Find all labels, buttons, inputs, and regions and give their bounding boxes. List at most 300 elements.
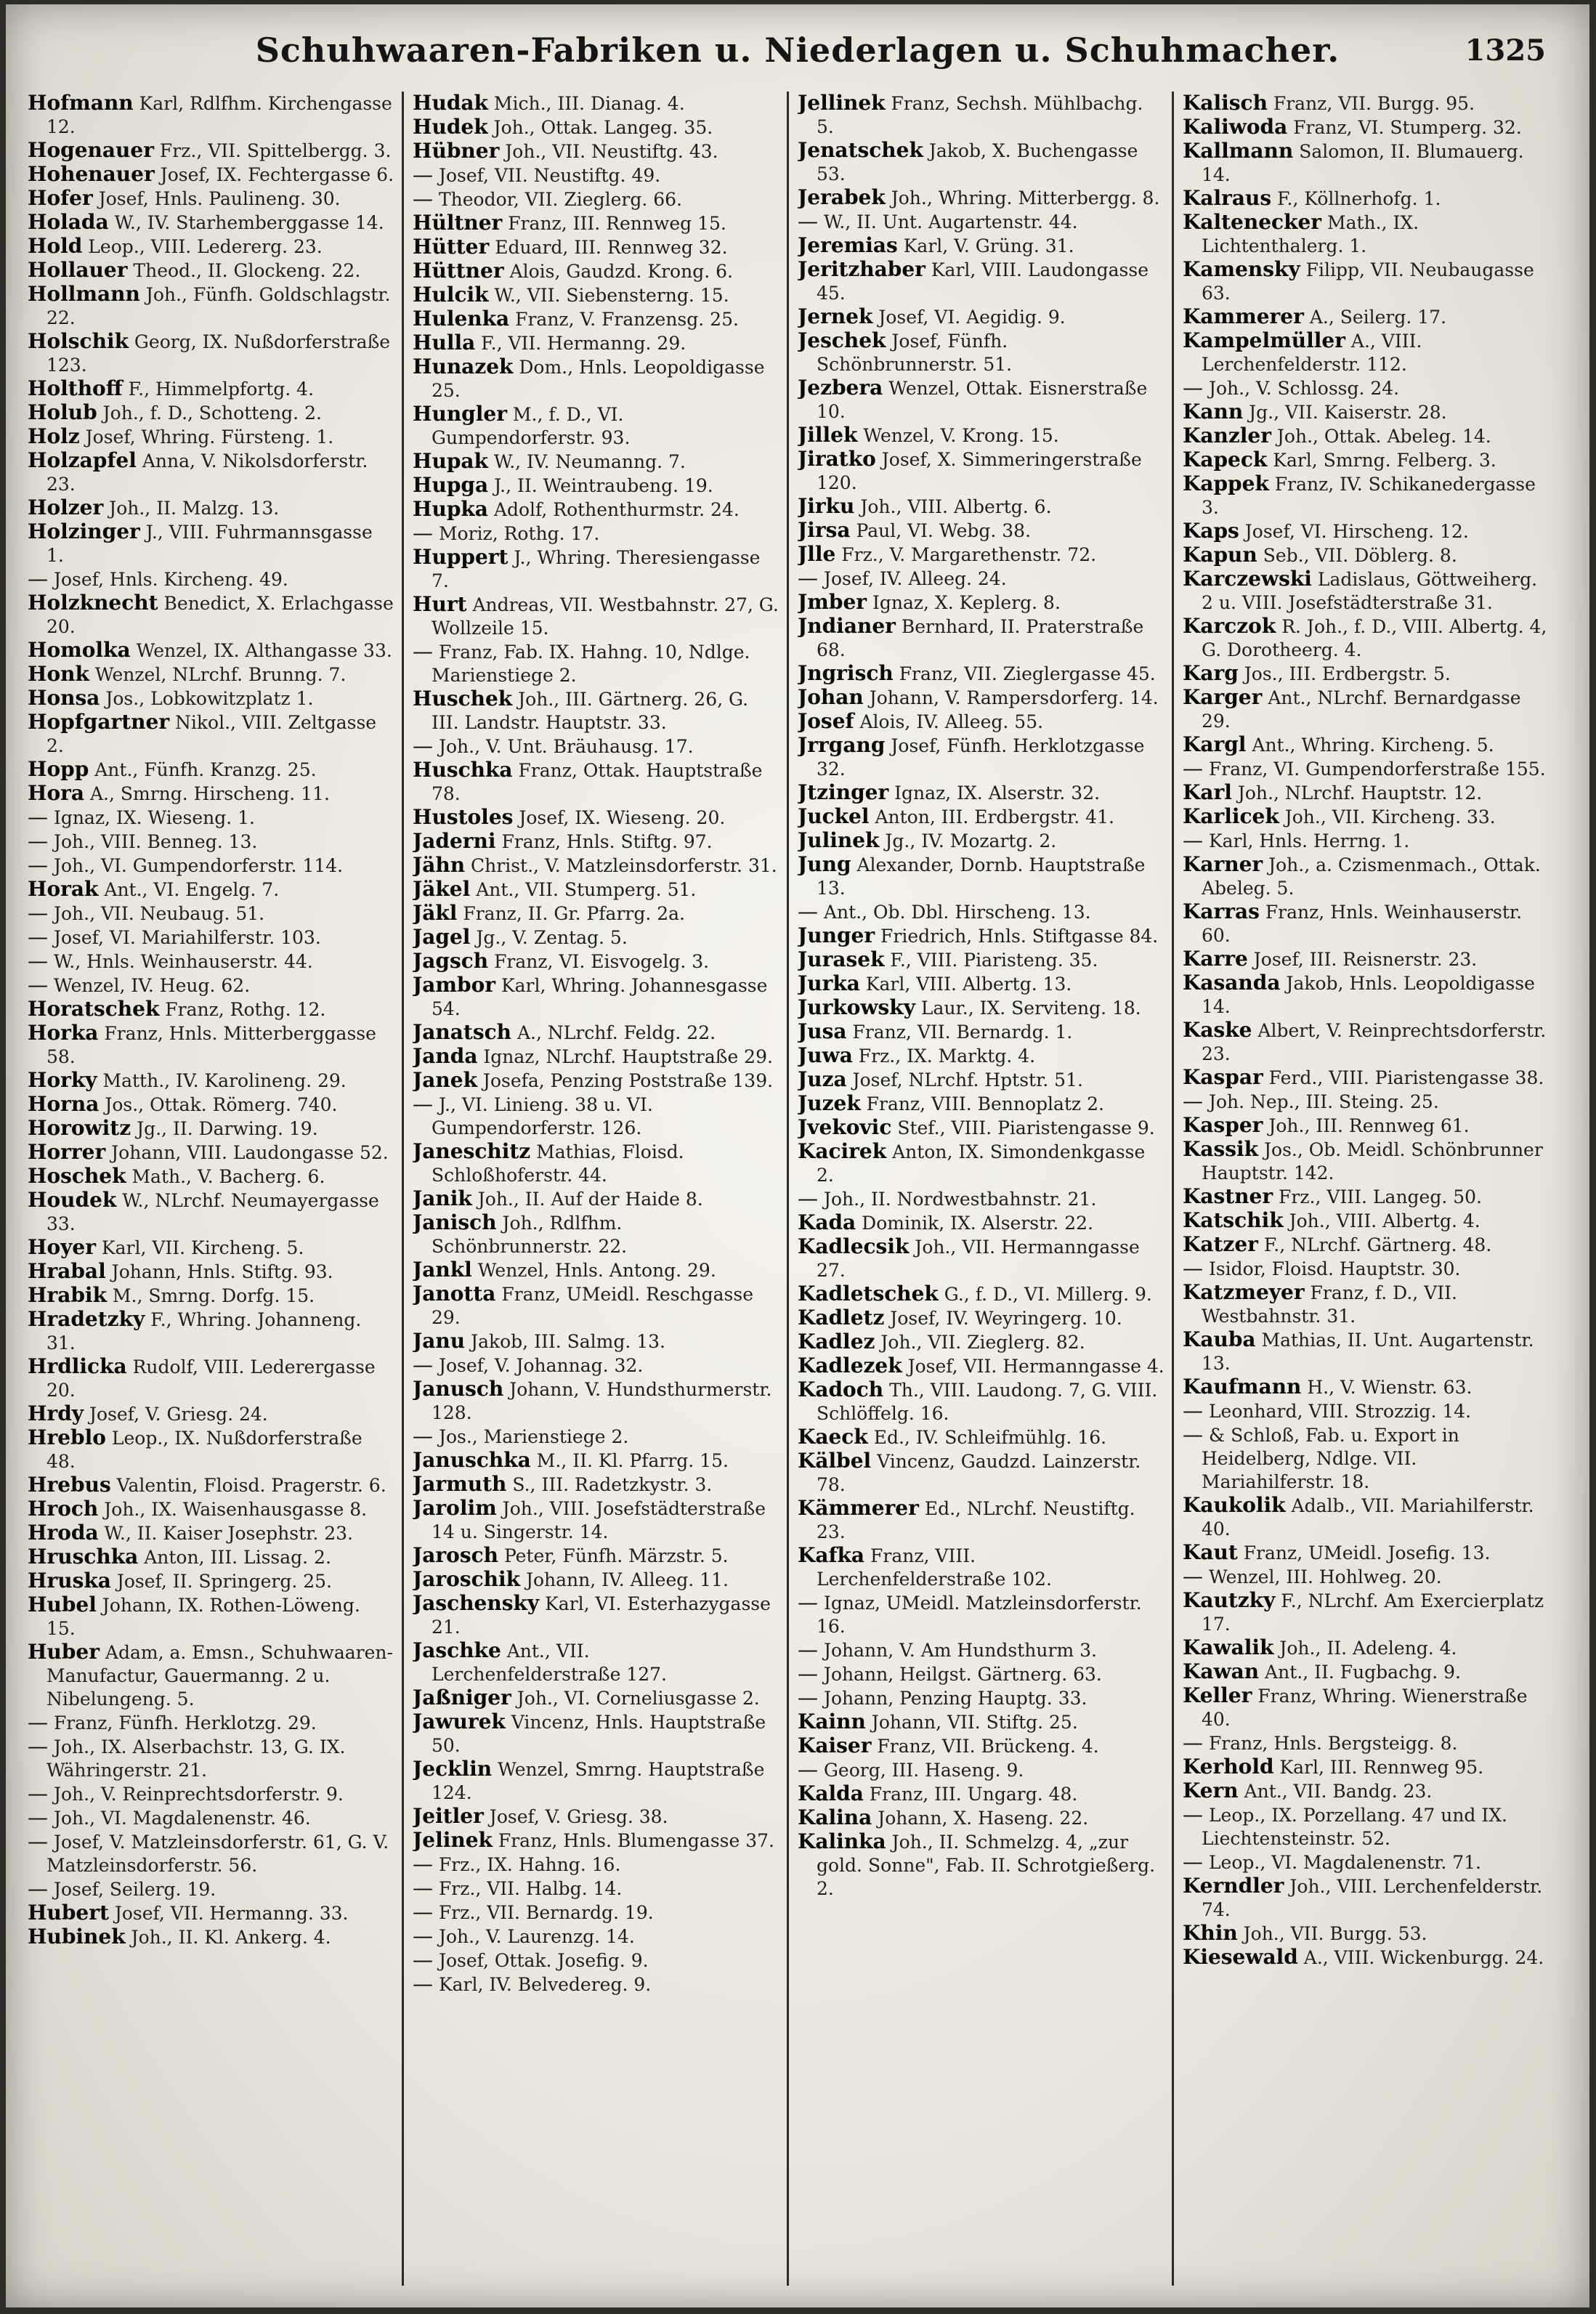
entry-details: Josef, V. Matzleinsdorferstr. 61, G. V. Matzleinsdorferstr. 56. bbox=[46, 1832, 389, 1876]
entry-surname: Horatschek bbox=[28, 997, 160, 1021]
entry-details: Eduard, III. Rennweg 32. bbox=[489, 237, 728, 258]
directory-entry bbox=[413, 1497, 779, 1544]
directory-entry bbox=[798, 1092, 1164, 1116]
directory-entry bbox=[28, 1806, 394, 1830]
entry-details: W., IV. Starhemberggasse 14. bbox=[108, 212, 384, 233]
directory-entry bbox=[413, 139, 779, 163]
entry-surname: Huschek bbox=[413, 687, 513, 711]
directory-entry bbox=[413, 1686, 779, 1710]
entry-details: Karl, VIII. Albertg. 13. bbox=[859, 974, 1072, 995]
entry-details: W., II. Unt. Augartenstr. 44. bbox=[818, 211, 1078, 232]
entry-surname: Kaut bbox=[1183, 1540, 1238, 1564]
directory-entry bbox=[1183, 1233, 1550, 1257]
entry-details: Joh., Rdlfhm. Schönbrunnerstr. 22. bbox=[432, 1213, 628, 1257]
entry-details: Georg, IX. Nußdorferstraße 123. bbox=[46, 331, 391, 376]
directory-entry bbox=[798, 543, 1164, 567]
entry-surname: Hofer bbox=[28, 186, 93, 210]
entry-details: A., Smrng. Hirscheng. 11. bbox=[84, 783, 330, 804]
entry-surname: Hollauer bbox=[28, 258, 128, 282]
entry-surname: Jndianer bbox=[798, 614, 896, 638]
entry-details: Ant., VII. Lerchenfelderstraße 127. bbox=[432, 1641, 667, 1685]
entry-surname: Karczewski bbox=[1183, 567, 1312, 591]
entry-surname: Karczok bbox=[1183, 614, 1276, 638]
directory-entry bbox=[798, 972, 1164, 996]
directory-entry bbox=[1183, 329, 1550, 376]
directory-entry bbox=[798, 1282, 1164, 1306]
directory-entry bbox=[1183, 947, 1550, 971]
entry-surname: Kaps bbox=[1183, 519, 1239, 543]
entry-details: Josef, Hnls. Paulineng. 30. bbox=[92, 188, 341, 209]
entry-details: Dominik, IX. Alserstr. 22. bbox=[856, 1213, 1094, 1234]
entry-surname: — bbox=[798, 1590, 818, 1614]
directory-entry bbox=[798, 258, 1164, 305]
entry-details: Joh., VII. Zieglerg. 82. bbox=[875, 1332, 1085, 1353]
directory-entry bbox=[798, 1638, 1164, 1662]
directory-entry bbox=[1183, 1399, 1550, 1423]
entry-surname: — bbox=[413, 734, 433, 758]
directory-page bbox=[6, 4, 1589, 2307]
directory-entry bbox=[1183, 472, 1550, 519]
directory-entry bbox=[413, 593, 779, 640]
directory-entry bbox=[798, 1378, 1164, 1425]
entry-details: Ignaz, IX. Alserstr. 32. bbox=[888, 782, 1101, 804]
directory-entry bbox=[798, 305, 1164, 329]
entry-surname: Jäkel bbox=[413, 877, 471, 901]
entry-surname: Hold bbox=[28, 234, 83, 258]
entry-surname: Karg bbox=[1183, 661, 1239, 685]
directory-entry bbox=[28, 1735, 394, 1782]
entry-surname: Hubinek bbox=[28, 1925, 126, 1949]
entry-details: Franz, Fünfh. Herklotzg. 29. bbox=[48, 1712, 317, 1734]
entry-details: Joh., VIII. Lerchenfelderstr. 74. bbox=[1202, 1876, 1543, 1920]
entry-details: Joh., V. Unt. Bräuhausg. 17. bbox=[433, 736, 694, 757]
directory-entry bbox=[413, 1282, 779, 1330]
entry-surname: — bbox=[413, 1900, 433, 1924]
entry-surname: Kadlecsik bbox=[798, 1234, 910, 1258]
entry-details: Leop., VIII. Ledererg. 23. bbox=[82, 236, 323, 257]
entry-details: Leop., IX. Nußdorferstraße 48. bbox=[46, 1428, 362, 1472]
directory-entry bbox=[28, 1308, 394, 1355]
entry-details: Frz., VII. Spittelbergg. 3. bbox=[153, 140, 392, 161]
entry-surname: Hradetzky bbox=[28, 1307, 145, 1331]
entry-details: Johann, V. Am Hundsthurm 3. bbox=[818, 1640, 1097, 1661]
directory-entry bbox=[413, 1805, 779, 1829]
entry-details: J., VIII. Fuhrmannsgasse 1. bbox=[46, 522, 373, 566]
entry-surname: Kanzler bbox=[1183, 424, 1271, 448]
entry-details: Karl, Smrng. Felberg. 3. bbox=[1267, 450, 1496, 471]
entry-details: Frz., IX. Marktg. 4. bbox=[852, 1045, 1036, 1067]
directory-entry bbox=[1183, 92, 1550, 116]
directory-entry bbox=[1183, 781, 1550, 805]
directory-entry bbox=[413, 1449, 779, 1473]
directory-entry bbox=[28, 687, 394, 711]
directory-entry bbox=[798, 996, 1164, 1020]
entry-details: Josef, V. Johannag. 32. bbox=[433, 1355, 644, 1376]
entry-surname: Hupak bbox=[413, 449, 488, 473]
entry-surname: — bbox=[28, 949, 48, 973]
entry-surname: Hudak bbox=[413, 92, 488, 115]
entry-details: Stef., VIII. Piaristengasse 9. bbox=[891, 1117, 1155, 1138]
directory-entry bbox=[28, 854, 394, 878]
entry-details: F., Köllnerhofg. 1. bbox=[1271, 188, 1441, 209]
directory-entry bbox=[1183, 615, 1550, 662]
entry-surname: Jaderni bbox=[413, 829, 496, 853]
entry-details: Josef, V. Griesg. 24. bbox=[84, 1404, 268, 1425]
entry-details: Joh., Ottak. Abeleg. 14. bbox=[1271, 426, 1491, 447]
directory-entry bbox=[413, 1568, 779, 1592]
directory-entry bbox=[28, 1830, 394, 1877]
directory-entry bbox=[413, 546, 779, 593]
entry-details: H., V. Wienstr. 63. bbox=[1301, 1377, 1473, 1398]
entry-details: F., VIII. Piaristeng. 35. bbox=[884, 950, 1098, 971]
entry-details: Joh., VI. Magdalenenstr. 46. bbox=[48, 1808, 311, 1829]
directory-entry bbox=[798, 1044, 1164, 1068]
directory-entry bbox=[1183, 305, 1550, 329]
entry-surname: — bbox=[798, 1686, 818, 1710]
entry-details: Franz, VI. Gumpendorferstraße 155. bbox=[1203, 758, 1546, 780]
entry-details: W., IV. Neumanng. 7. bbox=[487, 451, 686, 472]
directory-entry bbox=[413, 1093, 779, 1140]
directory-entry bbox=[1183, 424, 1550, 448]
directory-entry bbox=[413, 1592, 779, 1639]
directory-entry bbox=[798, 1662, 1164, 1686]
entry-surname: Hupga bbox=[413, 473, 489, 497]
entry-details: Karl, III. Rennweg 95. bbox=[1273, 1757, 1484, 1778]
entry-details: Josef, Fünfh. Herklotzgasse 32. bbox=[817, 735, 1145, 780]
entry-surname: Holschik bbox=[28, 329, 129, 353]
entry-surname: Horowitz bbox=[28, 1116, 131, 1140]
entry-details: Valentin, Floisd. Pragerstr. 6. bbox=[110, 1475, 386, 1496]
directory-entry bbox=[1183, 116, 1550, 139]
directory-entry bbox=[798, 805, 1164, 829]
entry-surname: Horrer bbox=[28, 1140, 106, 1164]
directory-entry bbox=[798, 1544, 1164, 1591]
directory-entry bbox=[1183, 1090, 1550, 1114]
directory-entry bbox=[413, 1187, 779, 1211]
entry-surname: Hruschka bbox=[28, 1545, 139, 1569]
entry-details: Josef, VI. Aegidig. 9. bbox=[872, 307, 1066, 328]
entry-details: Jos., Ottak. Römerg. 740. bbox=[99, 1094, 338, 1115]
entry-surname: Jenatschek bbox=[798, 138, 923, 162]
entry-details: Wenzel, V. Krong. 15. bbox=[857, 425, 1059, 446]
entry-details: Joh., II. Nordwestbahnstr. 21. bbox=[818, 1189, 1097, 1210]
directory-entry bbox=[28, 1189, 394, 1236]
entry-surname: Hrdlicka bbox=[28, 1354, 127, 1378]
directory-entry bbox=[413, 1757, 779, 1805]
directory-entry bbox=[28, 92, 394, 139]
directory-entry bbox=[1183, 1636, 1550, 1660]
entry-details: Karl, VIII. Laudongasse 45. bbox=[817, 259, 1149, 304]
entry-surname: Huschka bbox=[413, 758, 513, 782]
entry-surname: Horak bbox=[28, 877, 99, 901]
entry-surname: Jeitler bbox=[413, 1804, 484, 1828]
entry-surname: Hohenauer bbox=[28, 162, 155, 186]
entry-details: Alois, IV. Alleeg. 55. bbox=[854, 711, 1044, 732]
directory-entry bbox=[798, 1140, 1164, 1187]
entry-surname: Hogenauer bbox=[28, 138, 154, 162]
directory-entry bbox=[413, 758, 779, 806]
entry-details: J., Whring. Theresiengasse 7. bbox=[432, 547, 761, 591]
directory-entry bbox=[413, 830, 779, 854]
entry-surname: Janik bbox=[413, 1186, 472, 1210]
entry-surname: — bbox=[413, 1852, 433, 1876]
entry-details: Joh., Ottak. Langeg. 35. bbox=[487, 117, 713, 138]
directory-entry bbox=[798, 591, 1164, 615]
directory-entry bbox=[1183, 1731, 1550, 1755]
entry-surname: Jernek bbox=[798, 304, 873, 328]
entry-surname: Junger bbox=[798, 923, 875, 947]
directory-entry bbox=[798, 781, 1164, 805]
entry-surname: — bbox=[28, 805, 48, 829]
entry-surname: — bbox=[798, 1186, 818, 1210]
entry-details: Josef, Ottak. Josefig. 9. bbox=[433, 1950, 649, 1971]
directory-entry bbox=[28, 1022, 394, 1069]
entry-details: Ferd., VIII. Piaristengasse 38. bbox=[1263, 1067, 1544, 1088]
directory-entry bbox=[1183, 1946, 1550, 1970]
entry-surname: — bbox=[1183, 1731, 1203, 1755]
entry-details: Joh., II. Adeleng. 4. bbox=[1273, 1638, 1457, 1659]
entry-surname: Jtzinger bbox=[798, 780, 889, 804]
entry-details: Mathias, II. Unt. Augartenstr. 13. bbox=[1202, 1330, 1534, 1374]
entry-details: Frz., VII. Halbg. 14. bbox=[433, 1878, 623, 1899]
entry-surname: — bbox=[28, 567, 48, 591]
directory-entry bbox=[413, 283, 779, 307]
entry-details: Josef, IV. Weyringerg. 10. bbox=[884, 1308, 1122, 1329]
entry-details: Joh., a. Czismenmach., Ottak. Abeleg. 5. bbox=[1202, 854, 1541, 899]
directory-entry bbox=[413, 92, 779, 116]
directory-entry bbox=[1183, 1114, 1550, 1138]
entry-surname: Juwa bbox=[798, 1043, 853, 1067]
directory-entry bbox=[1183, 258, 1550, 305]
entry-details: Adalb., VII. Mariahilferstr. 40. bbox=[1202, 1495, 1534, 1540]
entry-details: M., f. D., VI. Gumpendorferstr. 93. bbox=[432, 404, 631, 448]
entry-details: Josef, Whring. Fürsteng. 1. bbox=[79, 426, 334, 448]
directory-entry bbox=[1183, 1684, 1550, 1731]
entry-surname: Kadlezek bbox=[798, 1354, 902, 1378]
entry-details: Ant., Whring. Kircheng. 5. bbox=[1246, 735, 1494, 756]
directory-entry bbox=[28, 1141, 394, 1165]
entry-surname: — bbox=[28, 925, 48, 949]
directory-entry bbox=[413, 950, 779, 974]
directory-entry bbox=[798, 1425, 1164, 1449]
entry-details: Ignaz, UMeidl. Matzleinsdorferstr. 16. bbox=[817, 1593, 1142, 1637]
directory-entry bbox=[798, 329, 1164, 376]
entry-details: Ignaz, IX. Wieseng. 1. bbox=[48, 807, 255, 828]
entry-surname: Holada bbox=[28, 210, 109, 234]
directory-entry bbox=[28, 1117, 394, 1141]
directory-entry bbox=[413, 1425, 779, 1449]
entry-surname: Hrebus bbox=[28, 1473, 111, 1497]
entry-surname: Jeritzhaber bbox=[798, 257, 925, 281]
directory-entry bbox=[28, 211, 394, 235]
directory-entry bbox=[1183, 1209, 1550, 1233]
directory-entry bbox=[28, 1711, 394, 1735]
entry-surname: Kann bbox=[1183, 400, 1244, 424]
entry-details: Joh., f. D., Schotteng. 2. bbox=[97, 402, 322, 424]
directory-entry bbox=[1183, 971, 1550, 1019]
entry-surname: Khin bbox=[1183, 1921, 1238, 1945]
entry-surname: Karlicek bbox=[1183, 804, 1279, 828]
directory-entry bbox=[28, 998, 394, 1022]
entry-surname: Katzer bbox=[1183, 1232, 1258, 1256]
entry-details: Franz, Fab. IX. Hahng. 10, Ndlge. Marienstiege 2. bbox=[432, 642, 750, 686]
entry-details: Joh., VIII. Benneg. 13. bbox=[48, 831, 258, 852]
directory-entry bbox=[413, 1140, 779, 1187]
directory-entry bbox=[413, 355, 779, 402]
entry-details: Wenzel, IV. Heug. 62. bbox=[48, 975, 251, 996]
entry-details: Vincenz, Hnls. Hauptstraße 50. bbox=[432, 1712, 766, 1756]
directory-entry bbox=[413, 450, 779, 474]
entry-details: F., NLrchf. Gärtnerg. 48. bbox=[1257, 1234, 1492, 1255]
directory-entry bbox=[28, 1355, 394, 1402]
entry-surname: — bbox=[28, 829, 48, 853]
entry-details: Joh., VI. Gumpendorferstr. 114. bbox=[48, 855, 344, 876]
entry-details: Nikol., VIII. Zeltgasse 2. bbox=[46, 712, 377, 756]
entry-details: A., VIII. Wickenburgg. 24. bbox=[1297, 1947, 1544, 1968]
directory-entry bbox=[413, 1710, 779, 1757]
entry-details: Frz., V. Margarethenstr. 72. bbox=[835, 544, 1097, 565]
entry-surname: Hrabal bbox=[28, 1259, 106, 1283]
entry-details: Georg, III. Haseng. 9. bbox=[818, 1760, 1024, 1781]
entry-details: Joh., VII. Kircheng. 33. bbox=[1279, 806, 1496, 828]
directory-entry bbox=[28, 1069, 394, 1093]
entry-details: Frz., VIII. Langeg. 50. bbox=[1273, 1186, 1482, 1207]
directory-entry bbox=[1183, 1066, 1550, 1090]
entry-surname: — bbox=[798, 566, 818, 590]
entry-details: Joh., VIII. Josefstädterstraße 14 u. Singerstr. 14. bbox=[432, 1498, 766, 1542]
entry-details: Adam, a. Emsn., Schuhwaaren-Manufactur, Gauermanng. 2 u. Nibelungeng. 5. bbox=[46, 1642, 393, 1710]
entry-details: Joh., VI. Corneliusgasse 2. bbox=[511, 1688, 760, 1709]
entry-details: Frz., VII. Bernardg. 19. bbox=[433, 1902, 654, 1923]
entry-details: Joh., VII. Burgg. 53. bbox=[1237, 1923, 1427, 1944]
entry-surname: Karre bbox=[1183, 947, 1248, 971]
entry-details: Karl, V. Grüng. 31. bbox=[897, 235, 1074, 256]
directory-entry bbox=[28, 591, 394, 639]
directory-entry bbox=[798, 1830, 1164, 1901]
entry-surname: Hofmann bbox=[28, 92, 134, 115]
directory-entry bbox=[413, 1258, 779, 1282]
directory-column-1 bbox=[28, 92, 394, 2286]
entry-surname: Kargl bbox=[1183, 732, 1247, 756]
entry-details: S., III. Radetzkystr. 3. bbox=[506, 1474, 713, 1495]
entry-details: Josef, VII. Hermanngasse 4. bbox=[902, 1356, 1164, 1377]
directory-entry bbox=[413, 1473, 779, 1497]
directory-entry bbox=[413, 1045, 779, 1069]
entry-details: Ant., II. Fugbachg. 9. bbox=[1259, 1662, 1461, 1683]
entry-details: Karl, VI. Esterhazygasse 21. bbox=[432, 1593, 771, 1638]
directory-column-3 bbox=[798, 92, 1164, 2286]
directory-entry bbox=[413, 854, 779, 878]
entry-surname: Juckel bbox=[798, 804, 870, 828]
entry-surname: — bbox=[1183, 1256, 1203, 1280]
entry-surname: — bbox=[28, 853, 48, 877]
entry-details: F., NLrchf. Am Exercierplatz 17. bbox=[1202, 1590, 1544, 1635]
directory-entry bbox=[28, 663, 394, 687]
directory-entry bbox=[28, 974, 394, 998]
directory-entry bbox=[413, 640, 779, 687]
entry-details: Karl, Rdlfhm. Kirchengasse 12. bbox=[46, 93, 392, 137]
entry-details: Anna, V. Nikolsdorferstr. 23. bbox=[46, 450, 368, 495]
directory-entry bbox=[798, 92, 1164, 139]
entry-surname: Kadlez bbox=[798, 1330, 875, 1354]
entry-surname: — bbox=[1183, 756, 1203, 780]
entry-details: W., Hnls. Weinhauserstr. 44. bbox=[48, 951, 313, 972]
directory-entry bbox=[1183, 662, 1550, 686]
directory-entry bbox=[28, 1521, 394, 1545]
entry-surname: Jirsa bbox=[798, 518, 851, 542]
column-divider bbox=[1172, 92, 1174, 2286]
directory-entry bbox=[413, 187, 779, 211]
directory-entry bbox=[1183, 519, 1550, 543]
directory-entry bbox=[798, 1758, 1164, 1782]
directory-entry bbox=[28, 283, 394, 330]
entry-surname: Holzapfel bbox=[28, 448, 137, 472]
entry-details: Karl, VII. Kircheng. 5. bbox=[95, 1237, 304, 1258]
directory-entry bbox=[1183, 1803, 1550, 1850]
entry-surname: Katzmeyer bbox=[1183, 1280, 1305, 1304]
entry-details: Joh., IX. Alserbachstr. 13, G. IX. Währingerstr. 21. bbox=[46, 1736, 346, 1781]
directory-entry bbox=[1183, 543, 1550, 567]
entry-details: R. Joh., f. D., VIII. Albertg. 4, G. Dorotheerg. 4. bbox=[1202, 616, 1547, 660]
entry-details: Ed., NLrchf. Neustiftg. 23. bbox=[817, 1498, 1135, 1542]
directory-entry bbox=[28, 1426, 394, 1473]
entry-surname: Holz bbox=[28, 424, 80, 448]
entry-details: Josefa, Penzing Poststraße 139. bbox=[477, 1070, 774, 1091]
entry-surname: — bbox=[413, 1972, 433, 1996]
directory-entry bbox=[1183, 1660, 1550, 1684]
entry-details: Theodor, VII. Zieglerg. 66. bbox=[433, 189, 682, 210]
entry-details: Wenzel, Smrng. Hauptstraße 124. bbox=[432, 1759, 765, 1803]
entry-surname: Karl bbox=[1183, 780, 1232, 804]
entry-details: Moriz, Rothg. 17. bbox=[433, 523, 600, 544]
entry-details: Christ., V. Matzleinsdorferstr. 31. bbox=[465, 855, 777, 876]
directory-entry bbox=[413, 163, 779, 187]
entry-surname: — bbox=[28, 1781, 48, 1805]
directory-entry bbox=[413, 806, 779, 830]
directory-entry bbox=[798, 210, 1164, 234]
entry-surname: Kalina bbox=[798, 1805, 872, 1829]
directory-columns bbox=[28, 92, 1575, 2286]
entry-details: Franz, VII. Burgg. 95. bbox=[1267, 93, 1475, 114]
directory-entry bbox=[798, 1187, 1164, 1211]
entry-surname: Jurka bbox=[798, 971, 860, 995]
entry-details: Leop., VI. Magdalenenstr. 71. bbox=[1203, 1852, 1481, 1873]
entry-surname: Hungler bbox=[413, 402, 507, 426]
entry-surname: Kadoch bbox=[798, 1378, 884, 1401]
directory-entry bbox=[798, 1806, 1164, 1830]
entry-details: Josef, II. Springerg. 25. bbox=[110, 1571, 333, 1592]
directory-entry bbox=[413, 116, 779, 139]
entry-details: Franz, VIII. Lerchenfelderstraße 102. bbox=[817, 1545, 1052, 1590]
entry-surname: Kawan bbox=[1183, 1659, 1260, 1683]
entry-details: Johann, V. Hundsthurmerstr. 128. bbox=[432, 1379, 772, 1423]
entry-details: Franz, Hnls. Stiftg. 97. bbox=[495, 831, 713, 852]
entry-surname: Juza bbox=[798, 1067, 847, 1091]
column-divider bbox=[402, 92, 404, 2286]
entry-surname: Kafka bbox=[798, 1543, 865, 1567]
entry-surname: Kaukolik bbox=[1183, 1493, 1286, 1517]
entry-surname: Kasper bbox=[1183, 1113, 1263, 1137]
directory-entry bbox=[28, 139, 394, 163]
entry-details: Josef, VII. Neustiftg. 49. bbox=[433, 165, 661, 186]
entry-surname: Karras bbox=[1183, 899, 1260, 923]
entry-surname: — bbox=[1183, 828, 1203, 852]
entry-surname: Jmber bbox=[798, 590, 867, 614]
directory-entry bbox=[798, 1116, 1164, 1140]
directory-entry bbox=[413, 1330, 779, 1354]
entry-surname: — bbox=[798, 899, 818, 923]
entry-surname: Kallmann bbox=[1183, 139, 1294, 163]
